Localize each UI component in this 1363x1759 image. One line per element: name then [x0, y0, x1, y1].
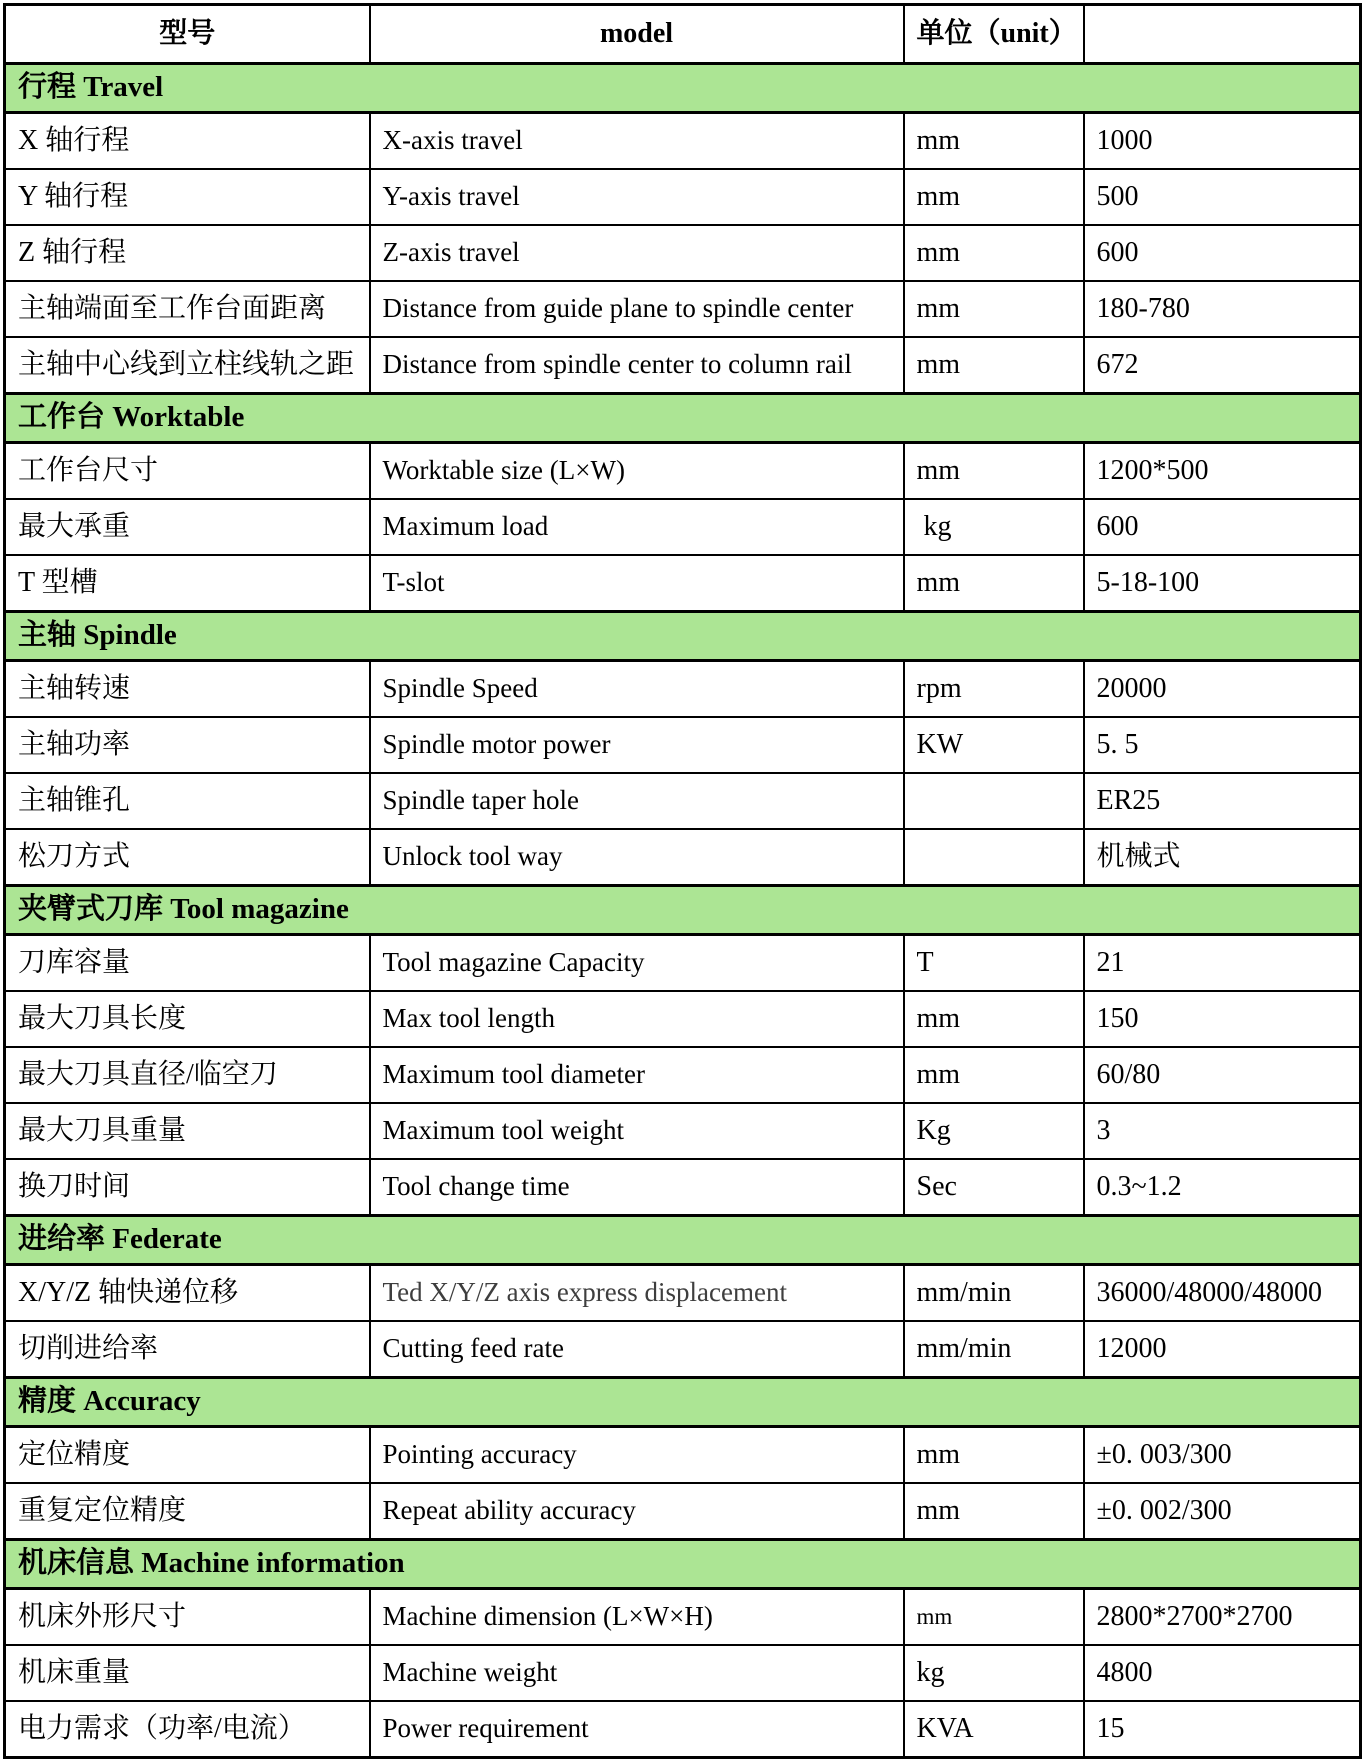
- spec-unit: mm: [904, 225, 1084, 281]
- spec-name-cn: X/Y/Z 轴快递位移: [5, 1265, 370, 1322]
- spec-name-cn: 工作台尺寸: [5, 443, 370, 500]
- spec-value: 60/80: [1084, 1047, 1361, 1103]
- spec-row: [5, 169, 1361, 225]
- spec-name-cn: Y 轴行程: [5, 169, 370, 225]
- spec-row: [5, 1103, 1361, 1159]
- spec-unit: mm: [904, 281, 1084, 337]
- section-title: 机床信息 Machine information: [5, 1540, 1361, 1589]
- section-title: 进给率 Federate: [5, 1216, 1361, 1265]
- spec-name-cn: 重复定位精度: [5, 1483, 370, 1540]
- spec-name-en: X-axis travel: [370, 113, 904, 170]
- spec-value: ±0. 002/300: [1084, 1483, 1361, 1540]
- spec-value: 150: [1084, 991, 1361, 1047]
- spec-name-en: T-slot: [370, 555, 904, 612]
- spec-name-en: Spindle taper hole: [370, 773, 904, 829]
- spec-name-cn: 主轴端面至工作台面距离: [5, 281, 370, 337]
- spec-row: [5, 1321, 1361, 1378]
- spec-name-en: Max tool length: [370, 991, 904, 1047]
- spec-row: [5, 991, 1361, 1047]
- spec-unit: mm: [904, 1589, 1084, 1646]
- spec-name-cn: Z 轴行程: [5, 225, 370, 281]
- spec-name-cn: 主轴转速: [5, 661, 370, 718]
- spec-value: ±0. 003/300: [1084, 1427, 1361, 1484]
- spec-value: 600: [1084, 499, 1361, 555]
- spec-table: [3, 3, 1362, 1759]
- spec-unit: mm: [904, 169, 1084, 225]
- spec-name-en: Unlock tool way: [370, 829, 904, 886]
- spec-name-en: Tool change time: [370, 1159, 904, 1216]
- spec-name-en: Repeat ability accuracy: [370, 1483, 904, 1540]
- spec-unit: mm: [904, 1047, 1084, 1103]
- spec-name-en: Pointing accuracy: [370, 1427, 904, 1484]
- section-title: 精度 Accuracy: [5, 1378, 1361, 1427]
- spec-value: 672: [1084, 337, 1361, 394]
- spec-row: [5, 1645, 1361, 1701]
- spec-value: 20000: [1084, 661, 1361, 718]
- section-title: 主轴 Spindle: [5, 612, 1361, 661]
- spec-name-cn: T 型槽: [5, 555, 370, 612]
- section-header-row: [5, 1216, 1361, 1265]
- spec-name-en: Maximum load: [370, 499, 904, 555]
- spec-value: 5. 5: [1084, 717, 1361, 773]
- spec-value: 1000: [1084, 113, 1361, 170]
- spec-row: [5, 717, 1361, 773]
- spec-name-en: Maximum tool diameter: [370, 1047, 904, 1103]
- spec-unit: KVA: [904, 1701, 1084, 1758]
- table-header-row: [5, 5, 1361, 64]
- spec-name-cn: 最大刀具长度: [5, 991, 370, 1047]
- spec-value: 21: [1084, 935, 1361, 992]
- spec-unit: kg: [904, 499, 1084, 555]
- spec-row: [5, 337, 1361, 394]
- spec-name-en: Distance from spindle center to column rail: [370, 337, 904, 394]
- spec-name-cn: 刀库容量: [5, 935, 370, 992]
- header-model-cn: 型号: [5, 5, 370, 64]
- header-value-cell: [1084, 5, 1361, 64]
- spec-row: [5, 1159, 1361, 1216]
- spec-name-cn: X 轴行程: [5, 113, 370, 170]
- spec-name-en: Machine weight: [370, 1645, 904, 1701]
- spec-row: [5, 1483, 1361, 1540]
- spec-name-cn: 最大刀具重量: [5, 1103, 370, 1159]
- spec-unit: mm: [904, 991, 1084, 1047]
- spec-name-cn: 电力需求（功率/电流）: [5, 1701, 370, 1758]
- spec-name-en: Maximum tool weight: [370, 1103, 904, 1159]
- spec-name-cn: 切削进给率: [5, 1321, 370, 1378]
- spec-name-cn: 机床外形尺寸: [5, 1589, 370, 1646]
- spec-row: [5, 113, 1361, 170]
- spec-row: [5, 935, 1361, 992]
- spec-name-en: Cutting feed rate: [370, 1321, 904, 1378]
- spec-value: 机械式: [1084, 829, 1361, 886]
- spec-table-body: [5, 5, 1361, 1758]
- section-header-row: [5, 394, 1361, 443]
- header-model-en: model: [370, 5, 904, 64]
- spec-row: [5, 1589, 1361, 1646]
- spec-row: [5, 829, 1361, 886]
- section-header-row: [5, 1378, 1361, 1427]
- spec-name-en: Worktable size (L×W): [370, 443, 904, 500]
- spec-name-cn: 定位精度: [5, 1427, 370, 1484]
- spec-unit: mm: [904, 1483, 1084, 1540]
- spec-unit: Kg: [904, 1103, 1084, 1159]
- spec-unit: mm/min: [904, 1265, 1084, 1322]
- spec-value: 4800: [1084, 1645, 1361, 1701]
- spec-unit: T: [904, 935, 1084, 992]
- spec-name-en: Power requirement: [370, 1701, 904, 1758]
- spec-name-cn: 换刀时间: [5, 1159, 370, 1216]
- spec-value: 15: [1084, 1701, 1361, 1758]
- spec-name-en: Spindle Speed: [370, 661, 904, 718]
- section-title: 工作台 Worktable: [5, 394, 1361, 443]
- spec-name-en: Y-axis travel: [370, 169, 904, 225]
- spec-value: 180-780: [1084, 281, 1361, 337]
- spec-name-cn: 最大刀具直径/临空刀: [5, 1047, 370, 1103]
- spec-unit: mm: [904, 443, 1084, 500]
- spec-row: [5, 1047, 1361, 1103]
- spec-name-en: Spindle motor power: [370, 717, 904, 773]
- spec-unit: kg: [904, 1645, 1084, 1701]
- spec-value: 12000: [1084, 1321, 1361, 1378]
- spec-name-en: Ted X/Y/Z axis express displacement: [370, 1265, 904, 1322]
- spec-name-cn: 松刀方式: [5, 829, 370, 886]
- spec-unit: mm: [904, 337, 1084, 394]
- spec-row: [5, 1427, 1361, 1484]
- spec-value: ER25: [1084, 773, 1361, 829]
- spec-unit: [904, 829, 1084, 886]
- spec-unit: mm: [904, 113, 1084, 170]
- header-unit-label: 单位（unit）: [904, 5, 1084, 64]
- spec-name-en: Z-axis travel: [370, 225, 904, 281]
- spec-row: [5, 225, 1361, 281]
- spec-unit: mm: [904, 1427, 1084, 1484]
- spec-name-en: Machine dimension (L×W×H): [370, 1589, 904, 1646]
- section-title: 夹臂式刀库 Tool magazine: [5, 886, 1361, 935]
- section-header-row: [5, 1540, 1361, 1589]
- spec-row: [5, 555, 1361, 612]
- spec-value: 1200*500: [1084, 443, 1361, 500]
- spec-unit: Sec: [904, 1159, 1084, 1216]
- spec-value: 600: [1084, 225, 1361, 281]
- spec-name-en: Tool magazine Capacity: [370, 935, 904, 992]
- spec-value: 0.3~1.2: [1084, 1159, 1361, 1216]
- spec-row: [5, 1701, 1361, 1758]
- spec-name-cn: 主轴锥孔: [5, 773, 370, 829]
- spec-value: 500: [1084, 169, 1361, 225]
- spec-row: [5, 443, 1361, 500]
- spec-name-en: Distance from guide plane to spindle center: [370, 281, 904, 337]
- section-header-row: [5, 886, 1361, 935]
- spec-row: [5, 281, 1361, 337]
- spec-unit: rpm: [904, 661, 1084, 718]
- spec-value: 5-18-100: [1084, 555, 1361, 612]
- spec-row: [5, 499, 1361, 555]
- spec-name-cn: 主轴中心线到立柱线轨之距: [5, 337, 370, 394]
- spec-unit: mm: [904, 555, 1084, 612]
- spec-row: [5, 773, 1361, 829]
- section-header-row: [5, 612, 1361, 661]
- spec-value: 36000/48000/48000: [1084, 1265, 1361, 1322]
- spec-row: [5, 661, 1361, 718]
- spec-name-cn: 最大承重: [5, 499, 370, 555]
- spec-unit: mm/min: [904, 1321, 1084, 1378]
- spec-value: 3: [1084, 1103, 1361, 1159]
- section-title: 行程 Travel: [5, 64, 1361, 113]
- section-header-row: [5, 64, 1361, 113]
- spec-row: [5, 1265, 1361, 1322]
- spec-value: 2800*2700*2700: [1084, 1589, 1361, 1646]
- spec-name-cn: 机床重量: [5, 1645, 370, 1701]
- spec-name-cn: 主轴功率: [5, 717, 370, 773]
- spec-unit: KW: [904, 717, 1084, 773]
- spec-unit: [904, 773, 1084, 829]
